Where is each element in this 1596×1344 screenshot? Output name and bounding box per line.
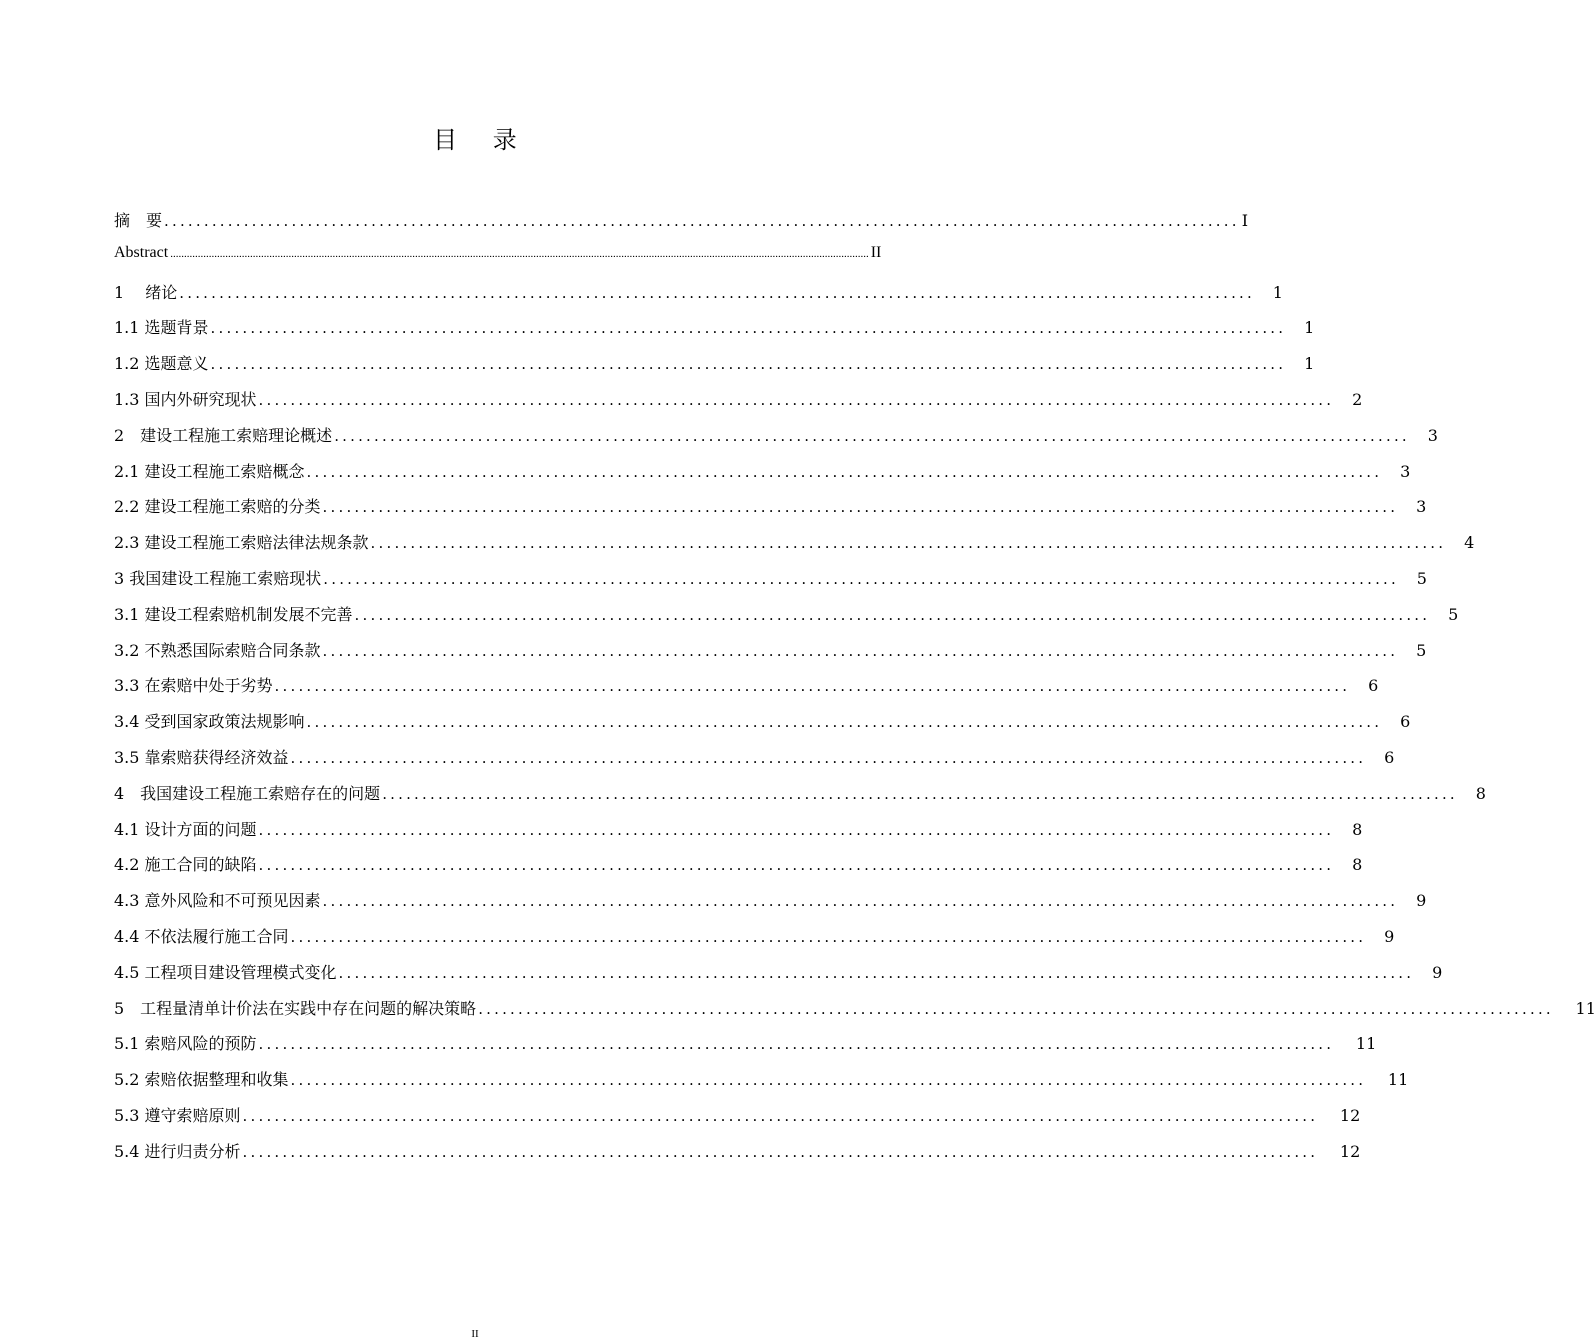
toc-leader-dots: ....................................................................................................................................... [290, 927, 1367, 946]
page-title: 目 录 [433, 126, 531, 154]
toc-entry-page: 8 [1475, 783, 1486, 803]
toc-entry-label: 1 绪论 [114, 282, 178, 302]
toc-entry-label: 2.2 建设工程施工索赔的分类 [114, 497, 321, 517]
toc-entry-label: 4.2 施工合同的缺陷 [114, 855, 257, 875]
toc-entry-label: 3.4 受到国家政策法规影响 [114, 712, 305, 732]
toc-entry-label: 4 我国建设工程施工索赔存在的问题 [114, 783, 381, 803]
toc-entry[interactable] [114, 709, 1411, 745]
toc-leader-dots: .............................................................................................................................................................................................................................................................. [170, 247, 869, 260]
toc-entry-label: 5.1 索赔风险的预防 [114, 1034, 257, 1054]
toc-entry-page: 8 [1352, 819, 1363, 839]
toc-leader-dots: ....................................................................................................................................... [274, 677, 1351, 696]
toc-entry[interactable] [114, 1067, 1409, 1103]
toc-entry-label: 3.3 在索赔中处于劣势 [114, 676, 273, 696]
toc-entry-page: 3 [1400, 461, 1411, 481]
toc-leader-dots: ....................................................................................................................................... [306, 713, 1383, 732]
toc-entry-page: 1 [1304, 354, 1315, 374]
toc-entry-label: 2.3 建设工程施工索赔法律法规条款 [114, 533, 369, 553]
toc-leader-dots: ....................................................................................................................................... [334, 426, 1410, 445]
toc-entry-page: 9 [1432, 962, 1443, 982]
toc-leader-dots: ....................................................................................................................................... [290, 748, 1367, 767]
toc-entry[interactable] [114, 888, 1427, 924]
toc-entry[interactable] [114, 494, 1427, 530]
toc-entry[interactable] [114, 530, 1475, 566]
toc-entry[interactable] [114, 459, 1411, 495]
toc-entry-abstract-en[interactable] [114, 243, 882, 280]
toc-entry[interactable] [114, 781, 1486, 817]
toc-entry[interactable] [114, 817, 1363, 853]
toc-entry[interactable] [114, 960, 1443, 996]
toc-entry-page: 12 [1339, 1105, 1361, 1125]
toc-entry-page: 5 [1416, 640, 1427, 660]
toc-entry-page: 5 [1416, 568, 1427, 588]
toc-entry-page: 3 [1427, 425, 1438, 445]
toc-entry-page: 4 [1464, 533, 1475, 553]
page-number-footer: II [471, 1328, 479, 1340]
toc-entry-page: 11 [1387, 1070, 1409, 1090]
toc-entry[interactable] [114, 924, 1395, 960]
toc-entry-label: 2 建设工程施工索赔理论概述 [114, 425, 333, 445]
toc-entry-page: II [870, 243, 882, 261]
toc-entry-page: 11 [1575, 998, 1596, 1018]
toc-entry[interactable] [114, 280, 1283, 316]
toc-entry-label: 1.1 选题背景 [114, 318, 209, 338]
toc-entry-label: 4.1 设计方面的问题 [114, 819, 257, 839]
table-of-contents [114, 208, 1596, 1175]
toc-entry-page: 11 [1355, 1034, 1377, 1054]
toc-entry-label: 5.2 索赔依据整理和收集 [114, 1070, 289, 1090]
toc-entry-page: 2 [1352, 389, 1363, 409]
toc-entry-label: 1.2 选题意义 [114, 354, 209, 374]
toc-entry-label: 5.4 进行归责分析 [114, 1141, 241, 1161]
toc-entry-page: 6 [1368, 676, 1379, 696]
toc-entry[interactable] [114, 673, 1379, 709]
toc-leader-dots: ....................................................................................................................................... [258, 1035, 1335, 1054]
toc-entry-label: 3.1 建设工程索赔机制发展不完善 [114, 604, 353, 624]
toc-entry[interactable] [114, 852, 1363, 888]
toc-leader-dots: ....................................................................................................................................... [242, 1106, 1319, 1125]
toc-entry-label: 3.2 不熟悉国际索赔合同条款 [114, 640, 321, 660]
toc-leader-dots: ....................................................................................................................................... [258, 390, 1335, 409]
toc-entry-page: 8 [1352, 855, 1363, 875]
toc-entry-label: 5.3 遵守索赔原则 [114, 1105, 241, 1125]
toc-leader-dots: ....................................................................................................................................... [258, 856, 1335, 875]
toc-leader-dots: ....................................................................................................................................... [242, 1142, 1319, 1161]
toc-leader-dots: ....................................................................................................................................... [322, 498, 1399, 517]
toc-leader-dots: ....................................................................................................................................... [179, 283, 1255, 302]
toc-entry-page: 1 [1304, 318, 1315, 338]
toc-entry[interactable] [114, 566, 1427, 602]
toc-entry-label: 4.5 工程项目建设管理模式变化 [114, 962, 337, 982]
toc-leader-dots: ....................................................................................................................................... [210, 355, 1287, 374]
toc-entry-label: 摘 要 [114, 211, 163, 230]
toc-entry[interactable] [114, 423, 1438, 459]
toc-entry-label: 4.4 不依法履行施工合同 [114, 926, 289, 946]
toc-leader-dots: ....................................................................................................................................... [258, 820, 1335, 839]
toc-leader-dots: ....................................................................................................................................... [322, 641, 1399, 660]
toc-leader-dots: ....................................................................................................................................... [478, 999, 1554, 1018]
toc-leader-dots: ....................................................................................................................................... [323, 569, 1399, 588]
toc-entry-label: Abstract [114, 243, 169, 261]
toc-leader-dots: ....................................................................................................................................... [354, 605, 1431, 624]
toc-entry-label: 5 工程量清单计价法在实践中存在问题的解决策略 [114, 998, 477, 1018]
toc-entry-label: 1.3 国内外研究现状 [114, 389, 257, 409]
toc-entry-label: 3 我国建设工程施工索赔现状 [114, 568, 322, 588]
toc-entry[interactable] [114, 996, 1596, 1032]
toc-entry-page: 12 [1339, 1141, 1361, 1161]
toc-entry-page: 5 [1448, 604, 1459, 624]
toc-entry-label: 2.1 建设工程施工索赔概念 [114, 461, 305, 481]
toc-entry-label: 3.5 靠索赔获得经济效益 [114, 747, 289, 767]
toc-leader-dots: ....................................................................................................................................... [322, 892, 1399, 911]
toc-leader-dots: ....................................................................................................................................... [306, 462, 1383, 481]
toc-entry-page: 1 [1272, 282, 1283, 302]
toc-entry[interactable] [114, 1031, 1377, 1067]
toc-entry-page: 9 [1416, 891, 1427, 911]
toc-entry-label: 4.3 意外风险和不可预见因素 [114, 891, 321, 911]
toc-entry[interactable] [114, 351, 1315, 387]
toc-leader-dots: ....................................................................................................................................... [164, 212, 1240, 230]
toc-entry-page: 9 [1384, 926, 1395, 946]
toc-entry[interactable] [114, 638, 1427, 674]
toc-leader-dots: ....................................................................................................................................... [210, 319, 1287, 338]
toc-entry-page: 6 [1400, 712, 1411, 732]
toc-entry[interactable] [114, 387, 1363, 423]
toc-leader-dots: ....................................................................................................................................... [370, 534, 1447, 553]
toc-entry[interactable] [114, 745, 1395, 781]
toc-entry-abstract-cn[interactable] [114, 208, 1249, 244]
toc-entry[interactable] [114, 1139, 1361, 1175]
toc-entry[interactable] [114, 1103, 1361, 1139]
toc-entry-page: I [1241, 211, 1249, 230]
toc-leader-dots: ....................................................................................................................................... [290, 1071, 1367, 1090]
toc-entry[interactable] [114, 602, 1459, 638]
toc-entry-page: 6 [1384, 747, 1395, 767]
toc-leader-dots: ....................................................................................................................................... [382, 784, 1458, 803]
toc-leader-dots: ....................................................................................................................................... [338, 963, 1415, 982]
toc-entry-page: 3 [1416, 497, 1427, 517]
toc-entry[interactable] [114, 315, 1315, 351]
